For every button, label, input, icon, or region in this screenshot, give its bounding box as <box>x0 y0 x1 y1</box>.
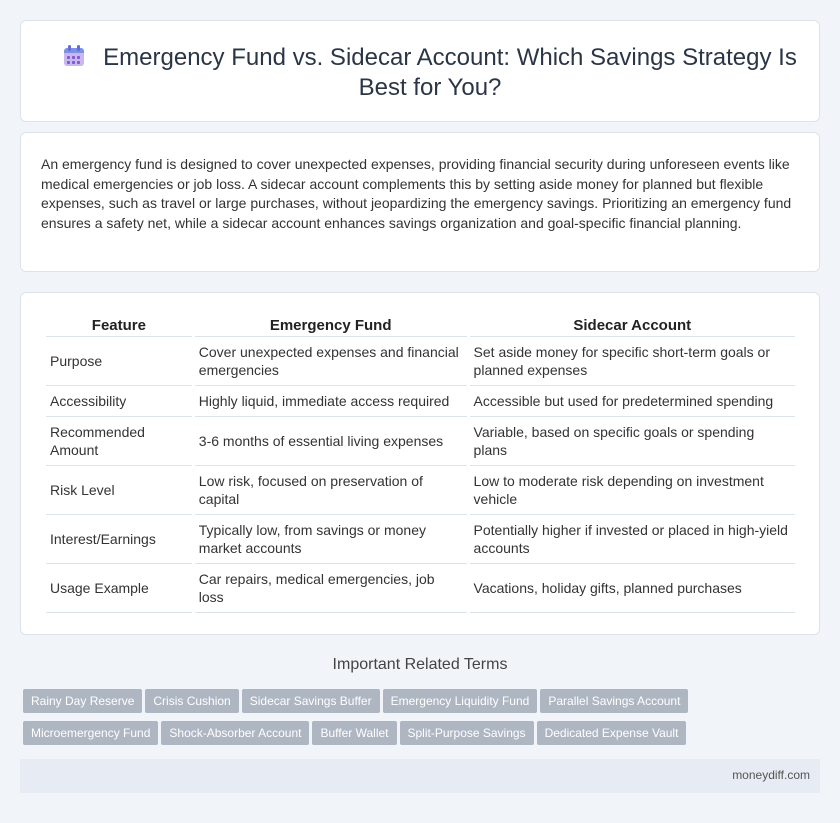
footer <box>20 759 820 793</box>
feature-cell: Purpose <box>46 337 192 386</box>
comparison-table <box>43 315 798 613</box>
table-row <box>46 417 795 466</box>
emergency-fund-cell: Car repairs, medical emergencies, job loss <box>195 564 467 613</box>
related-terms-row-1 <box>23 689 813 713</box>
table-row <box>46 337 795 386</box>
sidecar-account-cell: Set aside money for specific short-term goals or planned expenses <box>470 337 795 386</box>
sidecar-account-cell: Potentially higher if invested or placed in high-yield accounts <box>470 515 795 564</box>
term-tag[interactable]: Split-Purpose Savings <box>400 721 534 745</box>
sidecar-account-cell: Vacations, holiday gifts, planned purchases <box>470 564 795 613</box>
column-header-sidecar-account: Sidecar Account <box>470 315 795 337</box>
emergency-fund-cell: Highly liquid, immediate access required <box>195 386 467 417</box>
related-terms-title: Important Related Terms <box>332 656 508 673</box>
footer-site-link[interactable]: moneydiff.com <box>732 768 810 782</box>
sidecar-account-cell: Accessible but used for predetermined spending <box>470 386 795 417</box>
sidecar-account-cell: Variable, based on specific goals or spending plans <box>470 417 795 466</box>
feature-cell: Risk Level <box>46 466 192 515</box>
calendar-icon <box>63 45 85 67</box>
page-title-text: Emergency Fund vs. Sidecar Account: Which Savings Strategy Is Best for You? <box>103 44 797 101</box>
table-row <box>46 386 795 417</box>
table-row <box>46 564 795 613</box>
term-tag[interactable]: Emergency Liquidity Fund <box>383 689 538 713</box>
term-tag[interactable]: Buffer Wallet <box>312 721 396 745</box>
term-tag[interactable]: Sidecar Savings Buffer <box>242 689 380 713</box>
emergency-fund-cell: 3-6 months of essential living expenses <box>195 417 467 466</box>
intro-paragraph: An emergency fund is designed to cover unexpected expenses, providing financial security during unforeseen events like medical emergencies or job loss. A sidecar account complements this by setting aside money for planned but flexible expenses, such as travel or large purchases, without jeopardizing the emergency savings. Prioritizing an emergency fund ensures a safety net, while a sidecar account enhances savings organization and goal-specific financial planning. <box>41 156 792 231</box>
term-tag[interactable]: Shock-Absorber Account <box>161 721 309 745</box>
column-header-emergency-fund: Emergency Fund <box>195 315 467 337</box>
table-header-row <box>46 315 795 337</box>
comparison-card <box>20 292 820 635</box>
term-tag[interactable]: Crisis Cushion <box>145 689 238 713</box>
intro-card <box>20 132 820 272</box>
emergency-fund-cell: Cover unexpected expenses and financial emergencies <box>195 337 467 386</box>
sidecar-account-cell: Low to moderate risk depending on investment vehicle <box>470 466 795 515</box>
feature-cell: Accessibility <box>46 386 192 417</box>
emergency-fund-cell: Low risk, focused on preservation of capital <box>195 466 467 515</box>
page-title <box>61 43 799 103</box>
feature-cell: Interest/Earnings <box>46 515 192 564</box>
term-tag[interactable]: Parallel Savings Account <box>540 689 688 713</box>
table-row <box>46 515 795 564</box>
term-tag[interactable]: Microemergency Fund <box>23 721 158 745</box>
related-terms-row-2 <box>23 721 813 745</box>
feature-cell: Usage Example <box>46 564 192 613</box>
table-row <box>46 466 795 515</box>
term-tag[interactable]: Rainy Day Reserve <box>23 689 142 713</box>
header-card <box>20 20 820 122</box>
emergency-fund-cell: Typically low, from savings or money market accounts <box>195 515 467 564</box>
term-tag[interactable]: Dedicated Expense Vault <box>537 721 687 745</box>
feature-cell: Recommended Amount <box>46 417 192 466</box>
column-header-feature: Feature <box>46 315 192 337</box>
